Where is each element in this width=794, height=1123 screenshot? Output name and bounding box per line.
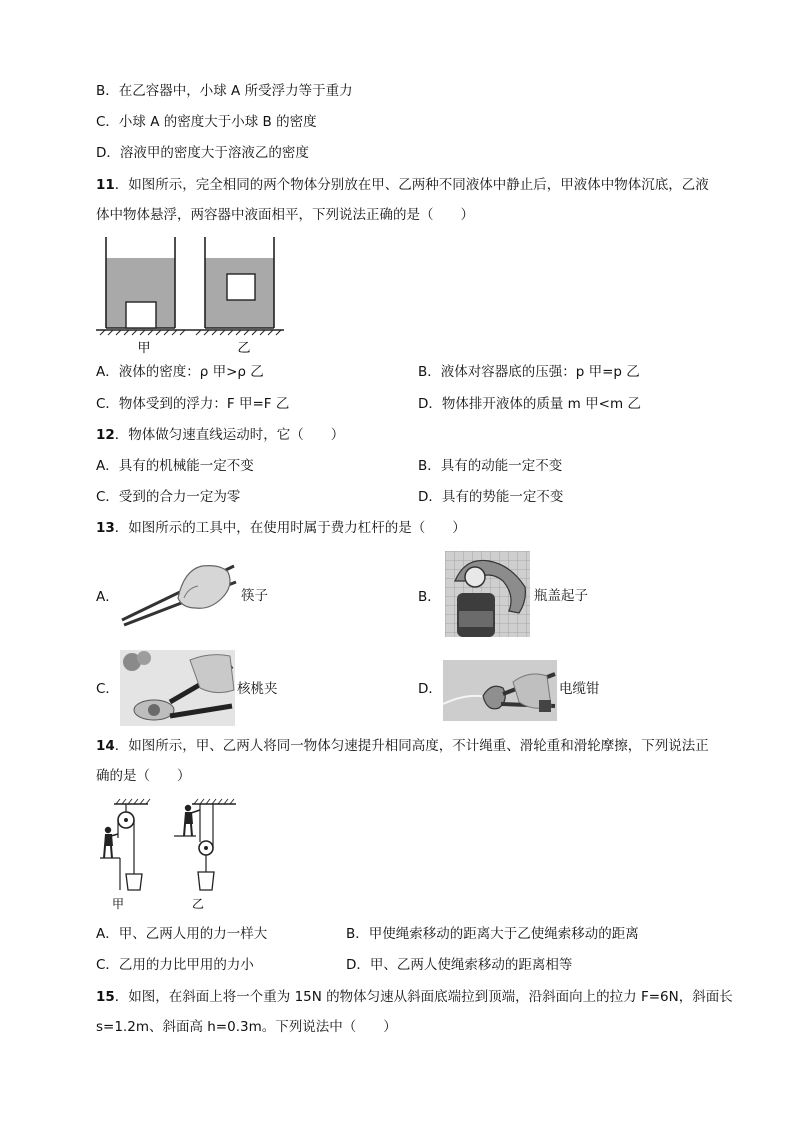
- q14-number: 14: [96, 738, 115, 754]
- q10-option-d: D．溶液甲的密度大于溶液乙的密度: [96, 145, 309, 161]
- q11-number: 11: [96, 177, 115, 193]
- person-jia-icon: [104, 827, 118, 858]
- q11-option-b: B．液体对容器底的压强：p 甲=p 乙: [418, 364, 640, 380]
- q12-option-a: A．具有的机械能一定不变: [96, 458, 254, 474]
- q13-option-c-letter: C．: [96, 681, 119, 697]
- q14-stem-line1: [96, 736, 709, 756]
- q12-stem-text: ．物体做匀速直线运动时，它（ ）: [114, 427, 345, 443]
- q13-number: 13: [96, 520, 115, 536]
- q11-option-a: A．液体的密度：ρ 甲>ρ 乙: [96, 364, 264, 380]
- q11-option-c: C．物体受到的浮力：F 甲=F 乙: [96, 396, 290, 412]
- q11-containers-figure: [96, 234, 286, 356]
- label-yi: 乙: [191, 897, 205, 911]
- q12-option-d: D．具有的势能一定不变: [418, 489, 564, 505]
- q15-stem-text1: ．如图，在斜面上将一个重为 15N 的物体匀速从斜面底端拉到顶端，沿斜面向上的拉力 F=6N，斜面长: [114, 989, 733, 1005]
- q11-stem-line2: 体中物体悬浮，两容器中液面相平，下列说法正确的是（ ）: [96, 207, 474, 223]
- q12-option-b: B．具有的动能一定不变: [418, 458, 563, 474]
- chopsticks-photo: [118, 558, 240, 628]
- cable-cutter-photo: [443, 660, 557, 721]
- q13-option-d-label: 电缆钳: [559, 681, 600, 697]
- q14-option-a: A．甲、乙两人用的力一样大: [96, 926, 268, 942]
- q13-stem: [96, 518, 466, 538]
- person-yi-icon: [184, 805, 200, 836]
- label-jia: 甲: [137, 341, 151, 356]
- q13-option-c-label: 核桃夹: [237, 681, 278, 697]
- q14-option-d: D．甲、乙两人使绳索移动的距离相等: [346, 957, 573, 973]
- q11-option-d: D．物体排开液体的质量 m 甲<m 乙: [418, 396, 641, 412]
- q12-number: 12: [96, 427, 115, 443]
- q13-option-a-letter: A．: [96, 589, 119, 605]
- object-sunk: [126, 302, 156, 328]
- label-jia: 甲: [111, 897, 125, 911]
- q13-option-d-letter: D．: [418, 681, 442, 697]
- q13-option-b-letter: B．: [418, 589, 441, 605]
- q13-option-a-label: 筷子: [241, 588, 268, 604]
- hand-icon: [178, 566, 230, 609]
- q15-stem-line2: s=1.2m、斜面高 h=0.3m。下列说法中（ ）: [96, 1019, 397, 1035]
- q13-stem-text: ．如图所示的工具中，在使用时属于费力杠杆的是（ ）: [114, 520, 466, 536]
- q12-stem: [96, 425, 344, 445]
- q12-option-c: C．受到的合力一定为零: [96, 489, 241, 505]
- q15-stem-line1: [96, 987, 733, 1007]
- q14-stem-text1: ．如图所示，甲、乙两人将同一物体匀速提升相同高度，不计绳重、滑轮重和滑轮摩擦，下列说法正: [114, 738, 709, 754]
- q13-option-b-label: 瓶盖起子: [534, 588, 588, 604]
- load-jia-icon: [126, 874, 142, 890]
- q14-stem-line2: 确的是（ ）: [96, 768, 191, 784]
- label-yi: 乙: [237, 341, 251, 356]
- q14-option-b: B．甲使绳索移动的距离大于乙使绳索移动的距离: [346, 926, 639, 942]
- q15-number: 15: [96, 989, 115, 1005]
- nutcracker-photo: [120, 650, 235, 726]
- q14-pulley-figure: [96, 798, 246, 913]
- q11-stem-text1: ．如图所示，完全相同的两个物体分别放在甲、乙两种不同液体中静止后，甲液体中物体沉底，乙液: [114, 177, 709, 193]
- q10-option-c: C．小球 A 的密度大于小球 B 的密度: [96, 114, 317, 130]
- q14-option-c: C．乙用的力比甲用的力小: [96, 957, 254, 973]
- bottle-opener-photo: [445, 551, 530, 637]
- object-suspended: [227, 274, 255, 300]
- load-yi-icon: [198, 872, 214, 890]
- q10-option-b: B．在乙容器中，小球 A 所受浮力等于重力: [96, 83, 353, 99]
- q11-stem-line1: [96, 175, 709, 195]
